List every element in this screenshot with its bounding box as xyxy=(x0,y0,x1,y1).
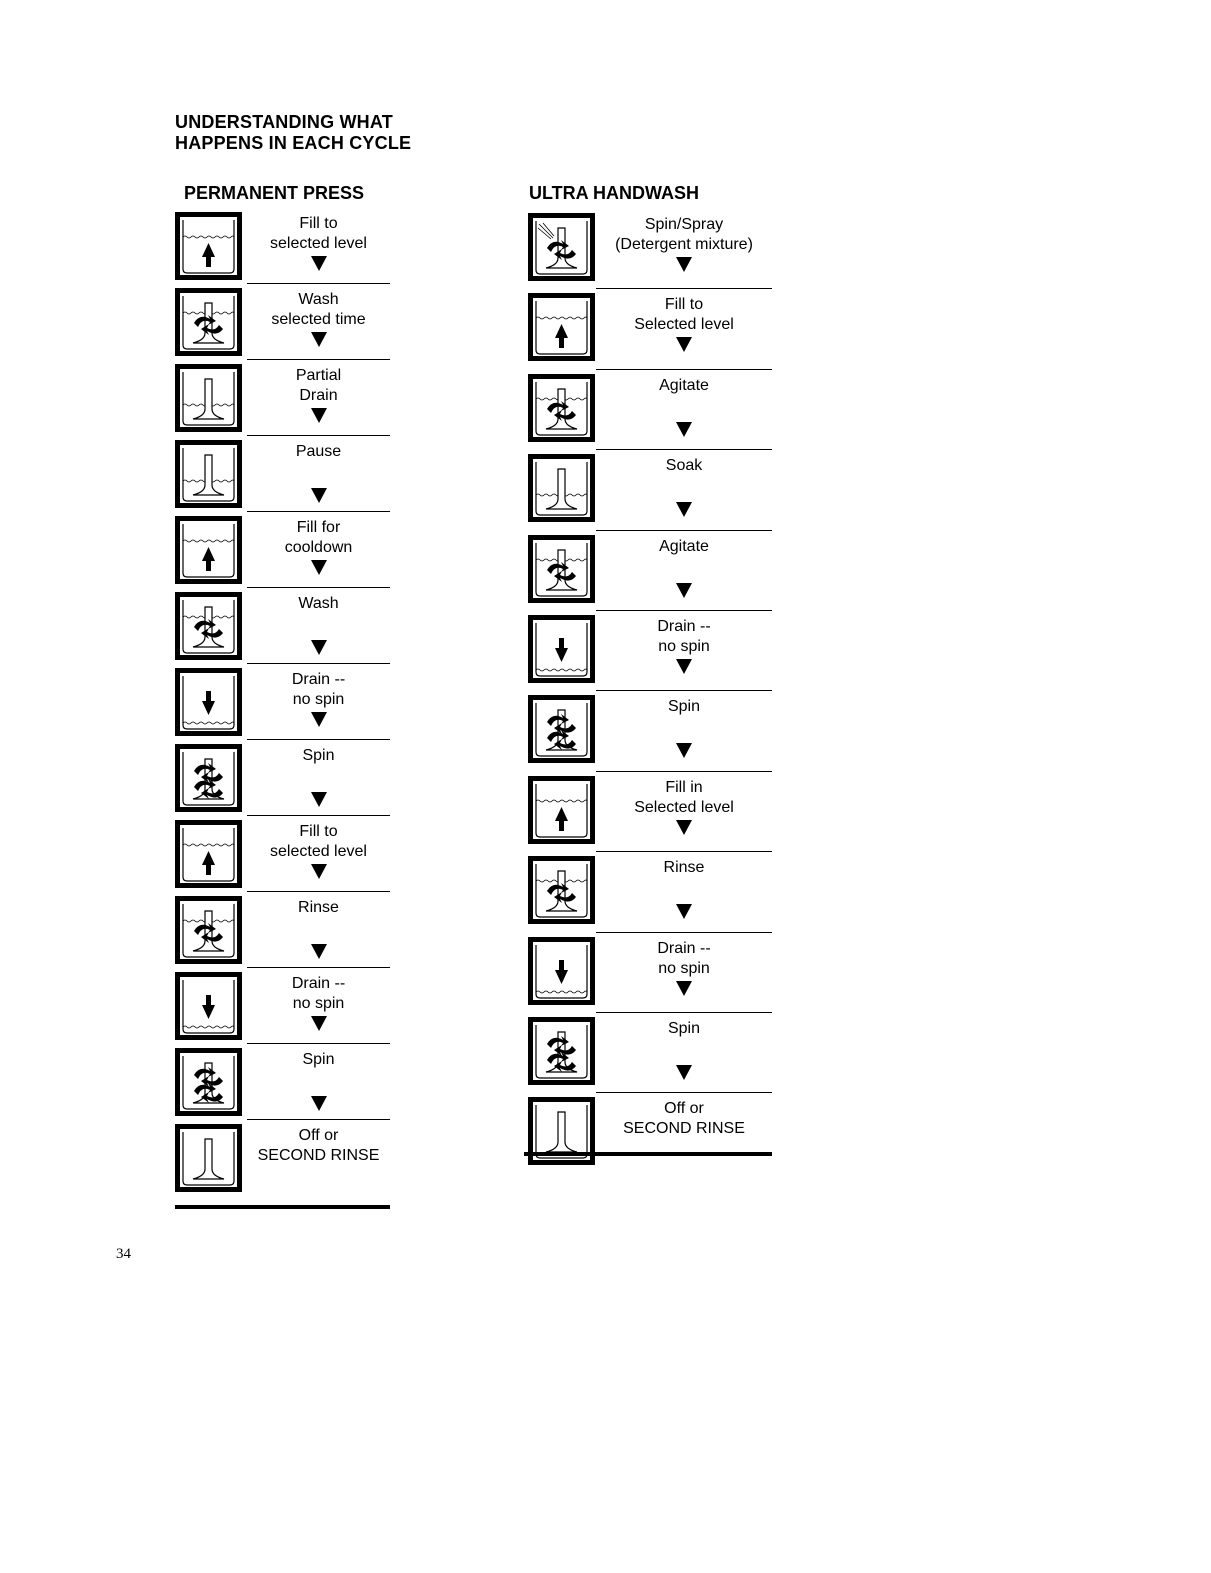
step-label: Partial xyxy=(295,367,342,384)
next-step-arrow xyxy=(676,981,692,996)
cycle-step xyxy=(175,896,390,972)
cycle-step xyxy=(175,288,390,364)
cycle-step xyxy=(528,695,772,771)
cycle-step xyxy=(528,374,772,450)
cycle-step xyxy=(528,535,772,611)
step-label: no spin xyxy=(658,959,710,977)
step-description xyxy=(247,364,390,442)
step-divider xyxy=(596,851,772,852)
step-description xyxy=(596,776,772,854)
step-label: Drain xyxy=(299,387,338,404)
step-label: selected level xyxy=(270,235,367,252)
step-description xyxy=(596,937,772,1015)
step-description xyxy=(596,454,772,532)
cycle-step xyxy=(528,1097,772,1173)
cycle-step xyxy=(528,937,772,1013)
wash-icon xyxy=(175,592,242,660)
permanent-press-heading: PERMANENT PRESS xyxy=(184,183,365,203)
step-description xyxy=(596,374,772,452)
step-description xyxy=(247,820,390,898)
next-step-arrow xyxy=(311,792,327,807)
step-description xyxy=(596,535,772,613)
step-label: no spin xyxy=(292,691,345,708)
next-step-arrow xyxy=(676,659,692,674)
cycle-step xyxy=(528,293,772,369)
fill-icon xyxy=(528,776,595,844)
step-label: SECOND RINSE xyxy=(623,1120,745,1138)
fill-icon xyxy=(528,293,595,361)
fill-icon xyxy=(175,212,242,280)
step-label: Agitate xyxy=(659,537,709,555)
step-divider xyxy=(596,690,772,691)
wash-icon xyxy=(175,288,242,356)
step-label: Drain -- xyxy=(291,975,346,992)
spin-icon xyxy=(528,695,595,763)
cycle-step xyxy=(175,820,390,896)
drain-icon xyxy=(175,972,242,1040)
step-description xyxy=(247,516,390,594)
step-divider xyxy=(247,1043,390,1044)
drain-icon xyxy=(175,668,242,736)
cycle-step xyxy=(528,213,772,289)
step-divider xyxy=(247,739,390,740)
step-label: Drain -- xyxy=(657,939,711,957)
step-label: Spin/Spray xyxy=(644,216,724,233)
cycle-step xyxy=(175,972,390,1048)
agitate-icon xyxy=(528,535,595,603)
step-description xyxy=(247,440,390,518)
step-label: Drain -- xyxy=(657,618,711,635)
step-divider xyxy=(247,587,390,588)
page-title-line: UNDERSTANDING WHAT xyxy=(175,112,393,132)
spin-icon xyxy=(528,1017,595,1085)
next-step-arrow xyxy=(311,1016,327,1031)
step-description xyxy=(247,744,390,822)
step-label: Spin xyxy=(667,698,701,716)
cycle-step xyxy=(175,516,390,592)
next-step-arrow xyxy=(676,743,692,758)
next-step-arrow xyxy=(676,422,692,437)
next-step-arrow xyxy=(676,1065,692,1080)
step-description xyxy=(247,288,390,366)
step-label: (Detergent mixture) xyxy=(615,236,753,253)
column-end-rule xyxy=(175,1205,390,1209)
cycle-step xyxy=(175,668,390,744)
partial-drain-icon xyxy=(175,364,242,432)
step-label: Rinse xyxy=(298,899,339,916)
step-label: Drain -- xyxy=(291,671,346,688)
cycle-step xyxy=(528,776,772,852)
page-title xyxy=(175,112,411,154)
next-step-arrow xyxy=(311,256,327,271)
step-label: selected time xyxy=(271,311,366,328)
step-label: Selected level xyxy=(634,316,734,334)
step-label: cooldown xyxy=(284,539,353,556)
step-label: Spin xyxy=(667,1020,701,1037)
step-divider xyxy=(247,1119,390,1120)
next-step-arrow xyxy=(311,332,327,347)
cycle-step xyxy=(175,440,390,516)
spin-spray-icon xyxy=(528,213,595,281)
step-label: Pause xyxy=(295,443,342,460)
step-description xyxy=(247,1048,390,1126)
next-step-arrow xyxy=(676,257,692,272)
step-divider xyxy=(596,610,772,611)
cycle-step xyxy=(528,1017,772,1093)
next-step-arrow xyxy=(676,904,692,919)
step-label: Fill for xyxy=(296,519,341,536)
step-divider xyxy=(247,891,390,892)
spin-icon xyxy=(175,1048,242,1116)
page-title-line: HAPPENS IN EACH CYCLE xyxy=(175,133,412,153)
page-number: 34 xyxy=(116,1246,131,1262)
step-label: Fill to xyxy=(299,823,338,840)
next-step-arrow xyxy=(676,337,692,352)
column-end-rule xyxy=(524,1152,772,1156)
fill-icon xyxy=(175,820,242,888)
step-divider xyxy=(596,932,772,933)
step-label: Wash xyxy=(298,595,339,612)
cycle-step xyxy=(175,1124,390,1200)
step-description xyxy=(596,213,772,291)
step-divider xyxy=(247,283,390,284)
next-step-arrow xyxy=(311,712,327,727)
pause-icon xyxy=(175,440,242,508)
off-icon xyxy=(175,1124,242,1192)
next-step-arrow xyxy=(311,408,327,423)
step-divider xyxy=(247,967,390,968)
step-description xyxy=(247,972,390,1050)
step-label: Agitate xyxy=(659,376,709,394)
next-step-arrow xyxy=(676,502,692,517)
cycle-step xyxy=(175,744,390,820)
step-description xyxy=(247,1124,390,1202)
step-divider xyxy=(247,435,390,436)
cycle-step xyxy=(175,1048,390,1124)
step-label: Off or xyxy=(664,1100,704,1118)
step-label: selected level xyxy=(270,843,367,860)
fill-icon xyxy=(175,516,242,584)
cycle-step xyxy=(175,212,390,288)
step-description xyxy=(596,1017,772,1095)
spin-icon xyxy=(175,744,242,812)
step-divider xyxy=(247,815,390,816)
step-label: SECOND RINSE xyxy=(257,1147,380,1164)
step-description xyxy=(596,1097,772,1175)
cycle-step xyxy=(528,454,772,530)
step-description xyxy=(596,695,772,773)
step-divider xyxy=(596,1092,772,1093)
next-step-arrow xyxy=(311,864,327,879)
next-step-arrow xyxy=(676,583,692,598)
ultra-handwash-heading: ULTRA HANDWASH xyxy=(529,183,699,203)
step-label: no spin xyxy=(292,995,345,1012)
step-divider xyxy=(596,288,772,289)
step-label: Wash xyxy=(298,291,339,308)
step-label: Fill to xyxy=(299,215,338,232)
drain-icon xyxy=(528,937,595,1005)
soak-icon xyxy=(528,454,595,522)
step-divider xyxy=(596,771,772,772)
next-step-arrow xyxy=(311,944,327,959)
step-label: Off or xyxy=(298,1127,339,1144)
rinse-icon xyxy=(175,896,242,964)
step-label: Spin xyxy=(302,747,335,764)
next-step-arrow xyxy=(311,488,327,503)
step-divider xyxy=(247,511,390,512)
step-label: Fill to xyxy=(664,296,704,314)
step-divider xyxy=(596,530,772,531)
step-label: Soak xyxy=(665,457,703,475)
step-description xyxy=(596,293,772,371)
next-step-arrow xyxy=(311,1096,327,1111)
rinse-icon xyxy=(528,856,595,924)
step-label: Selected level xyxy=(634,798,734,816)
step-divider xyxy=(596,449,772,450)
step-divider xyxy=(247,663,390,664)
step-description xyxy=(247,592,390,670)
step-label: Fill in xyxy=(665,778,703,796)
step-description xyxy=(596,615,772,693)
step-description xyxy=(596,856,772,934)
cycle-step xyxy=(528,615,772,691)
agitate-icon xyxy=(528,374,595,442)
step-label: Spin xyxy=(302,1051,335,1068)
step-description xyxy=(247,668,390,746)
next-step-arrow xyxy=(311,560,327,575)
cycle-step xyxy=(528,856,772,932)
next-step-arrow xyxy=(311,640,327,655)
step-label: Rinse xyxy=(663,859,705,877)
step-label: no spin xyxy=(658,638,710,655)
step-divider xyxy=(596,369,772,370)
step-divider xyxy=(596,1012,772,1013)
next-step-arrow xyxy=(676,820,692,835)
drain-icon xyxy=(528,615,595,683)
step-description xyxy=(247,212,390,290)
cycle-step xyxy=(175,364,390,440)
step-description xyxy=(247,896,390,974)
step-divider xyxy=(247,359,390,360)
cycle-step xyxy=(175,592,390,668)
